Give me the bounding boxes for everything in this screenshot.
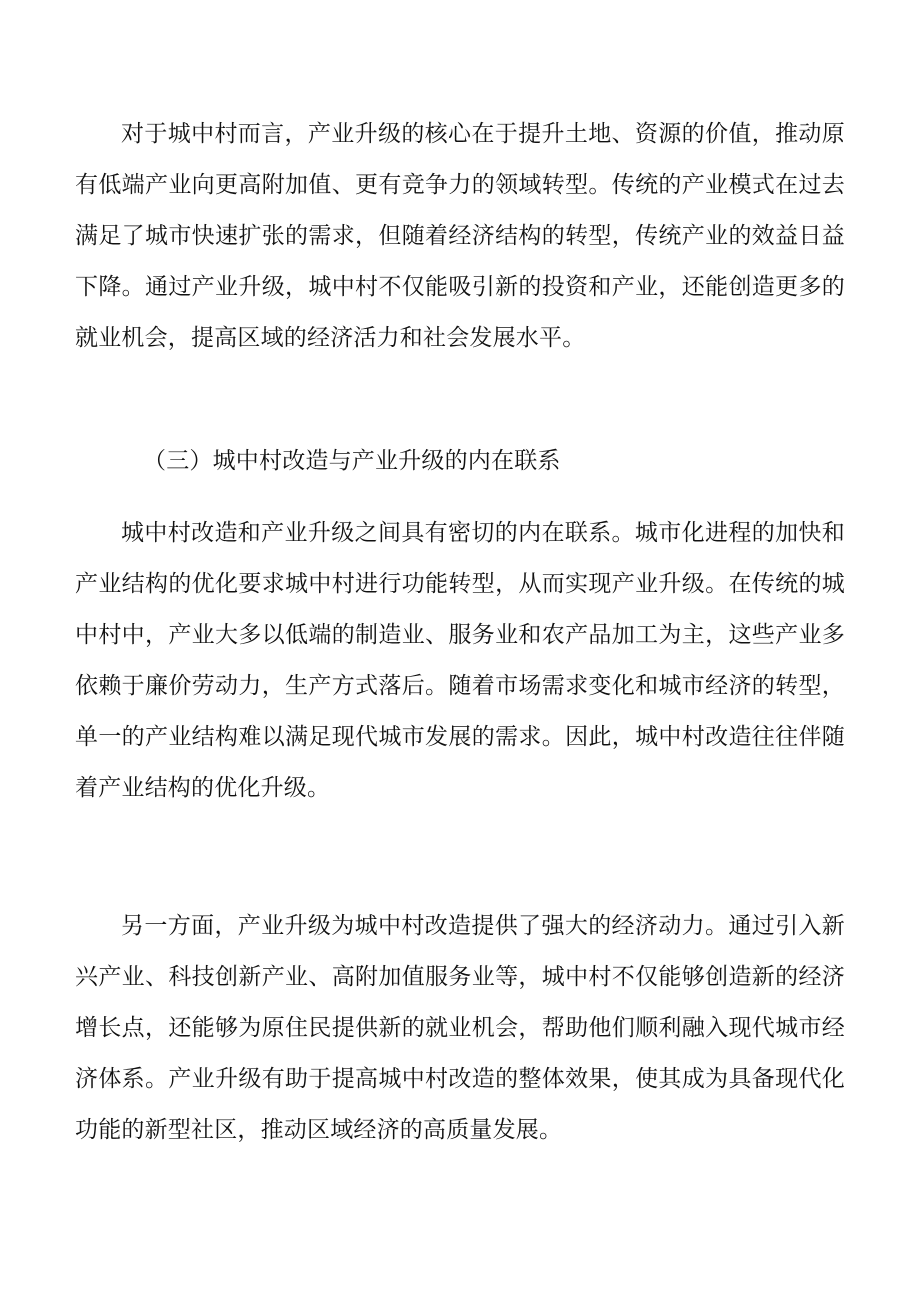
section-heading: （三）城中村改造与产业升级的内在联系 <box>143 448 561 474</box>
paragraph-block-3 <box>75 901 845 1156</box>
paragraph-block-1 <box>75 109 845 364</box>
section-heading-block <box>75 436 845 487</box>
paragraph-block-2 <box>75 508 845 814</box>
body-paragraph-3: 另一方面，产业升级为城中村改造提供了强大的经济动力。通过引入新兴产业、科技创新产业、高附加值服务业等，城中村不仅能够创造新的经济增长点，还能够为原住民提供新的就业机会，帮助他们顺利融入现代城市经济体系。产业升级有助于提高城中村改造的整体效果，使其成为具备现代化功能的新型社区，推动区域经济的高质量发展。 <box>75 913 845 1143</box>
body-paragraph-2: 城中村改造和产业升级之间具有密切的内在联系。城市化进程的加快和产业结构的优化要求城中村进行功能转型，从而实现产业升级。在传统的城中村中，产业大多以低端的制造业、服务业和农产品加工为主，这些产业多依赖于廉价劳动力，生产方式落后。随着市场需求变化和城市经济的转型，单一的产业结构难以满足现代城市发展的需求。因此，城中村改造往往伴随着产业结构的优化升级。 <box>75 520 845 801</box>
body-paragraph-1: 对于城中村而言，产业升级的核心在于提升土地、资源的价值，推动原有低端产业向更高附加值、更有竞争力的领域转型。传统的产业模式在过去满足了城市快速扩张的需求，但随着经济结构的转型，传统产业的效益日益下降。通过产业升级，城中村不仅能吸引新的投资和产业，还能创造更多的就业机会，提高区域的经济活力和社会发展水平。 <box>75 121 845 351</box>
